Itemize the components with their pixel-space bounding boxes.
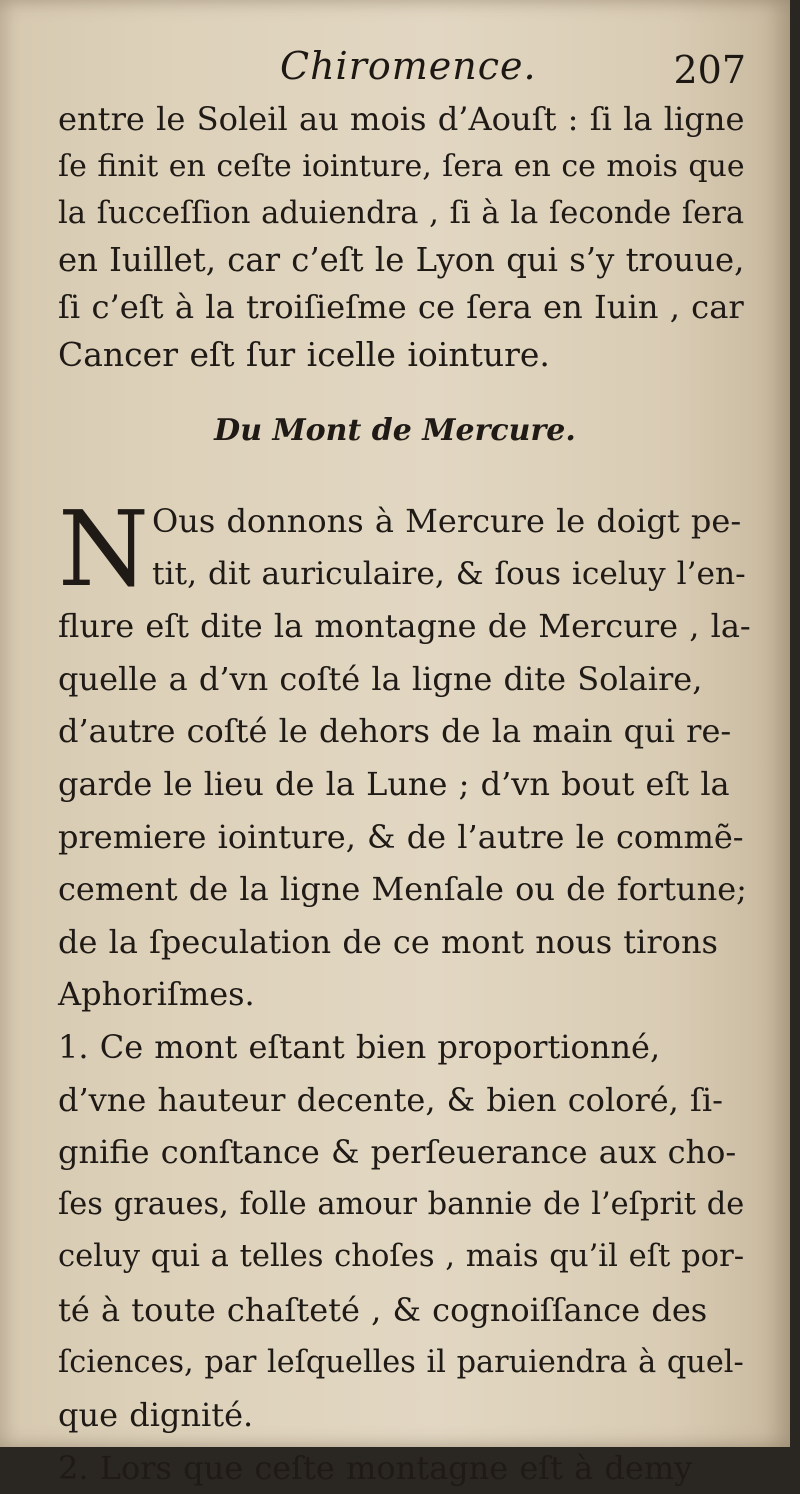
text-line: que dignité. [58,1396,254,1435]
text-line: ſi c’eſt à la troiſieſme ce ſera en Iuin , car [58,288,744,326]
text-line: Aphoriſmes. [58,975,255,1014]
text-line: té à toute chaſteté , & cognoiſſance des [58,1290,708,1329]
text-line: 1. Ce mont eſtant bien proportionné, [58,1027,661,1066]
text-line: Ous donnons à Mercure le doigt pe- [152,502,742,540]
text-line: la ſucceſſion aduiendra , ſi à la ſeconde ſera [58,196,745,231]
text-line: premiere iointure, & de l’autre le commẽ- [58,817,744,856]
section-heading: Du Mont de Mercure. [214,413,576,448]
text-line: d’autre coſté le dehors de la main qui re- [58,712,732,751]
paragraph-2 [58,488,758,1494]
text-line: ſes graues, folle amour bannie de l’eſprit de [58,1186,745,1222]
paragraph-1 [58,96,758,378]
text-line: de la ſpeculation de ce mont nous tirons [58,922,718,961]
text-line: en Iuillet, car c’eſt le Lyon qui s’y trouue, [58,241,745,279]
text-line: celuy qui a telles choſes , mais qu’il eſt por- [58,1239,745,1275]
text-line: Cancer eſt ſur icelle iointure. [58,335,550,374]
drop-cap: N [58,488,149,610]
text-line: quelle a d’vn coſté la ligne dite Solaire, [58,659,703,698]
text-line: ſe finit en ceſte iointure, ſera en ce mois que [58,149,745,184]
text-line: garde le lieu de la Lune ; d’vn bout eſt la [58,764,730,803]
text-line: ſciences, par leſquelles il paruiendra à quel- [58,1344,744,1380]
page-number: 207 [673,48,746,92]
running-title: Chiromence. [280,44,537,88]
text-line: entre le Soleil au mois d’Aouſt : ſi la ligne [58,100,745,138]
text-line: tit, dit auriculaire, & ſous iceluy l’en- [152,555,746,592]
text-line: 2. Lors que ceſte montagne eſt à demy [58,1448,693,1487]
page-header [0,40,790,100]
text-line: d’vne hauteur decente, & bien coloré, ſi- [58,1080,723,1119]
text-line: gnifie conſtance & perſeuerance aux cho- [58,1133,737,1172]
text-line: cement de la ligne Menſale ou de fortune; [58,870,747,909]
text-line: flure eſt dite la montagne de Mercure , la- [58,607,751,646]
